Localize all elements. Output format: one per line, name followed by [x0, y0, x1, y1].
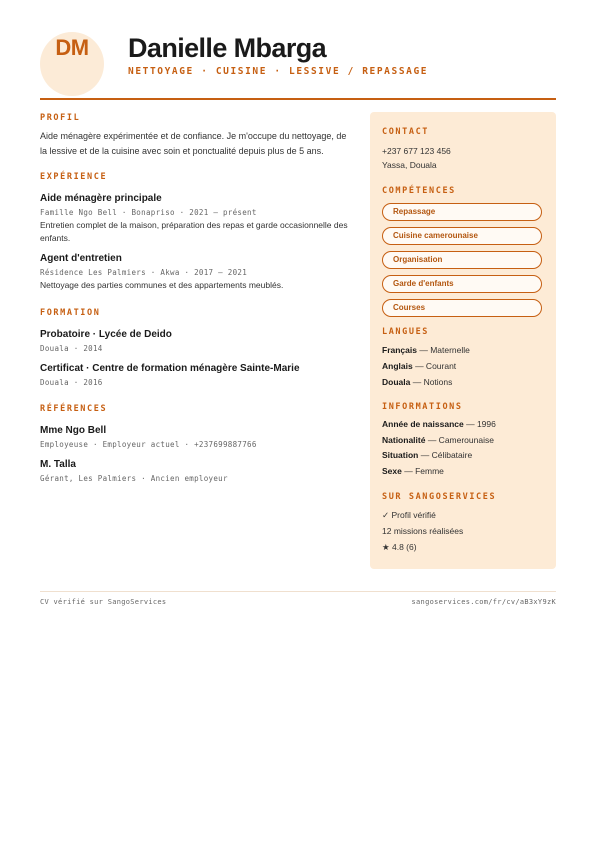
- missions-count: 12 missions réalisées: [382, 526, 464, 536]
- contact-phone[interactable]: +237 677 123 456: [382, 146, 451, 156]
- skills-section: [382, 185, 544, 317]
- reference-meta: Employeuse · Employeur actuel · +237699887766: [40, 439, 257, 449]
- language-item: [382, 358, 544, 374]
- contact-city: Yassa, Douala: [382, 160, 437, 170]
- experience-description: Entretien complet de la maison, préparation des repas et garde occasionnelle des enfants.: [40, 220, 348, 243]
- avatar: [40, 32, 104, 96]
- sidebar: [370, 112, 556, 569]
- rating: ★ 4.8 (6): [382, 542, 417, 552]
- skill-chip: Courses: [382, 299, 542, 317]
- section-title-languages: LANGUES: [382, 327, 430, 337]
- languages-section: [382, 326, 544, 390]
- language-level: — Notions: [410, 377, 453, 387]
- info-item: [382, 464, 544, 480]
- education-item: [40, 362, 355, 388]
- skill-chip: Repassage: [382, 203, 542, 221]
- info-label: Année de naissance: [382, 419, 464, 429]
- info-value: — Célibataire: [418, 450, 473, 460]
- candidate-name: Danielle Mbarga: [128, 33, 327, 63]
- verified-badge: ✓ Profil vérifié: [382, 510, 436, 520]
- info-value: — Camerounaise: [425, 434, 494, 445]
- skill-chip: Garde d'enfants: [382, 275, 542, 293]
- section-title-platform: SUR SANGOSERVICES: [382, 492, 497, 502]
- skill-chip: Organisation: [382, 251, 542, 269]
- skill-chip: Cuisine camerounaise: [382, 227, 542, 245]
- experience-section: [40, 171, 355, 292]
- contact-section: [382, 126, 544, 172]
- info-value: — 1996: [463, 419, 496, 429]
- education-name: Probatoire · Lycée de Deido: [40, 328, 172, 340]
- section-title-contact: CONTACT: [382, 127, 430, 137]
- profile-section: [40, 112, 355, 159]
- avatar-initials: DM: [55, 35, 89, 60]
- info-label: Nationalité: [382, 434, 426, 445]
- language-level: — Maternelle: [416, 345, 470, 355]
- section-title-profile: PROFIL: [40, 113, 81, 123]
- platform-section: [382, 491, 544, 555]
- reference-item: [40, 458, 355, 484]
- language-item: [382, 342, 544, 358]
- experience-item: [40, 252, 355, 292]
- education-meta: Douala · 2014: [40, 343, 103, 353]
- footer-verification: CV vérifié sur SangoServices: [40, 598, 167, 606]
- section-title-education: FORMATION: [40, 307, 101, 318]
- education-section: [40, 307, 355, 388]
- info-item: [382, 448, 544, 464]
- section-title-info: INFORMATIONS: [382, 402, 463, 412]
- footer-cv-link[interactable]: sangoservices.com/fr/cv/aB3xY9zK: [411, 598, 556, 606]
- education-meta: Douala · 2016: [40, 377, 103, 387]
- language-name: Douala: [382, 377, 411, 387]
- section-title-experience: EXPÉRIENCE: [40, 172, 108, 182]
- info-label: Situation: [382, 450, 419, 460]
- info-label: Sexe: [382, 465, 402, 476]
- profile-text: Aide ménagère expérimentée et de confiance. Je m'occupe du nettoyage, de la lessive et de la cuisine avec soin et ponctualité depuis plus de 5 ans.: [40, 131, 347, 156]
- section-title-references: RÉFÉRENCES: [40, 403, 108, 414]
- experience-role: Aide ménagère principale: [40, 193, 162, 204]
- candidate-tagline: NETTOYAGE · CUISINE · LESSIVE / REPASSAGE: [128, 66, 429, 77]
- experience-meta: Famille Ngo Bell · Bonapriso · 2021 – présent: [40, 208, 257, 217]
- experience-meta: Résidence Les Palmiers · Akwa · 2017 – 2021: [40, 268, 248, 277]
- info-item: [382, 417, 544, 433]
- footer-divider: [40, 591, 556, 592]
- language-name: Anglais: [382, 361, 413, 371]
- language-name: Français: [382, 345, 417, 355]
- language-level: — Courant: [412, 361, 457, 371]
- reference-name: Mme Ngo Bell: [40, 424, 107, 436]
- experience-item: [40, 192, 355, 244]
- section-title-skills: COMPÉTENCES: [382, 186, 456, 196]
- reference-meta: Gérant, Les Palmiers · Ancien employeur: [40, 473, 228, 483]
- main-column: [40, 112, 355, 484]
- education-item: [40, 328, 355, 354]
- info-item: [382, 433, 544, 449]
- experience-role: Agent d'entretien: [40, 253, 122, 264]
- reference-item: [40, 424, 355, 450]
- info-value: — Femme: [401, 465, 444, 476]
- language-item: [382, 374, 544, 390]
- references-section: [40, 403, 355, 484]
- experience-description: Nettoyage des parties communes et des appartements meublés.: [40, 280, 284, 290]
- header-divider: [40, 98, 556, 100]
- info-section: [382, 401, 544, 479]
- reference-name: M. Talla: [40, 458, 76, 470]
- education-name: Certificat · Centre de formation ménagère Sainte-Marie: [40, 362, 300, 374]
